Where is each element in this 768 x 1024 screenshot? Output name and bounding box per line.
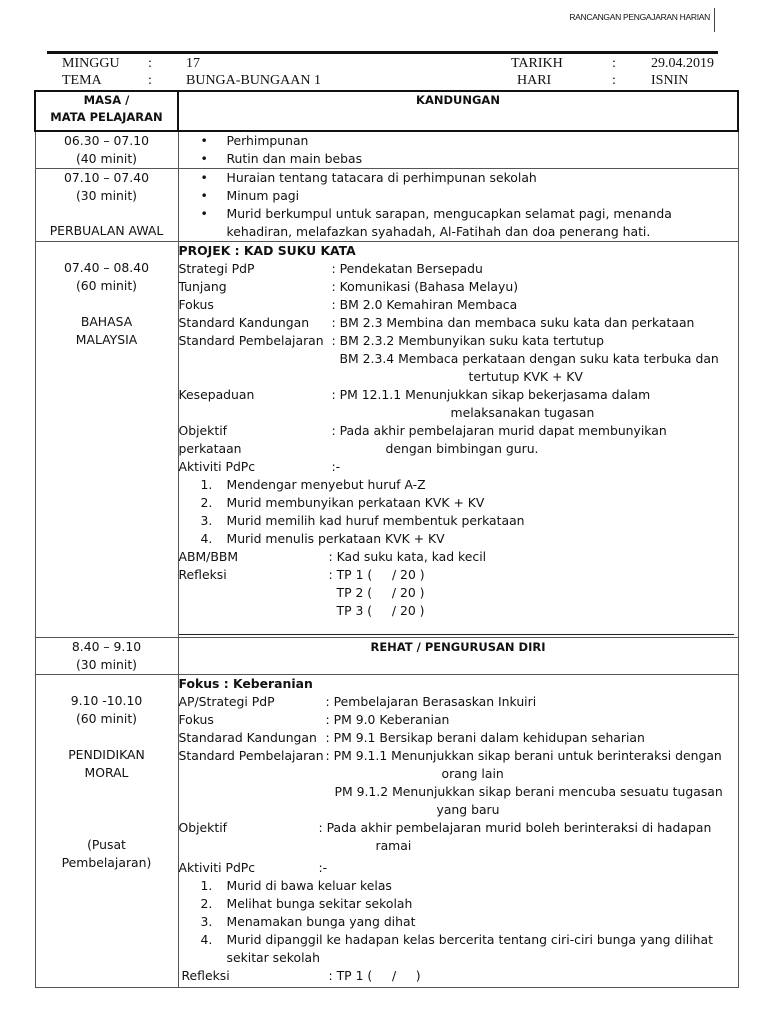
- list-text: Melihat bunga sekitar sekolah: [226, 896, 413, 911]
- row5-subject-line1: PENDIDIKAN: [68, 747, 145, 762]
- abm-label: ABM/BBM: [178, 549, 239, 564]
- table-header-row: [35, 91, 738, 131]
- lesson-plan-table: [34, 90, 739, 988]
- moral-sp-value2: orang lain: [441, 766, 504, 781]
- tema-label: TEMA: [62, 73, 102, 88]
- refleksi-label: Refleksi: [178, 567, 227, 582]
- row5-duration: (60 minit): [75, 711, 138, 726]
- header-divider: [714, 8, 715, 32]
- moral-objektif-label: Objektif: [178, 820, 228, 835]
- list-text: Murid dipanggil ke hadapan kelas bercerita tentang ciri-ciri bunga yang dilihat sekitar sekolah: [226, 932, 713, 965]
- hari-label: HARI: [517, 73, 552, 88]
- moral-fokus-value: : PM 9.0 Keberanian: [325, 712, 450, 727]
- moral-sp-value4: yang baru: [436, 802, 500, 817]
- masa-header-line1: MASA /: [83, 93, 130, 107]
- ap-strategi-value: : Pembelajaran Berasaskan Inkuiri: [325, 694, 537, 709]
- list-item: [200, 530, 738, 548]
- kesepaduan-value2: melaksanakan tugasan: [450, 405, 595, 420]
- row5-content-cell: [178, 675, 738, 988]
- strategi-label: Strategi PdP: [178, 261, 255, 276]
- refleksi-tp1: : TP 1 ( / 20 ): [328, 567, 425, 582]
- list-item: • Murid berkumpul untuk sarapan, mengucapkan selamat pagi, menanda kehadiran, melafazkan syahadah, Al-Fatihah dan doa penerang hati.: [227, 205, 738, 241]
- list-text: Menamakan bunga yang dihat: [226, 914, 416, 929]
- row3-duration: (60 minit): [75, 278, 138, 293]
- refleksi-tp2: TP 2 ( / 20 ): [336, 585, 425, 600]
- standard-pembelajaran-label: Standard Pembelajaran: [178, 333, 324, 348]
- objektif-label2: perkataan: [178, 441, 242, 456]
- row3-time: 07.40 – 08.40: [63, 260, 150, 275]
- underline-rule: [179, 634, 734, 635]
- kesepaduan-label: Kesepaduan: [178, 387, 255, 402]
- moral-objektif-value2: ramai: [375, 838, 412, 853]
- tema-value: BUNGA-BUNGAAN 1: [186, 73, 321, 88]
- row4-duration: (30 minit): [75, 657, 138, 672]
- moral-aktiviti-value: :-: [318, 860, 328, 875]
- list-text: Murid membunyikan perkataan KVK + KV: [226, 495, 485, 510]
- row4-time: 8.40 – 9.10: [71, 639, 142, 654]
- row1-time-cell: [35, 131, 178, 169]
- row2-content-cell: [178, 169, 738, 242]
- list-item: • Huraian tentang tatacara di perhimpunan sekolah: [227, 169, 738, 187]
- kesepaduan-value: : PM 12.1.1 Menunjukkan sikap bekerjasama dalam: [331, 387, 651, 402]
- row3-content-cell: [178, 242, 738, 638]
- standard-kandungan-label: Standard Kandungan: [178, 315, 310, 330]
- row1-duration: (40 minit): [75, 151, 138, 166]
- tunjang-label: Tunjang: [178, 279, 227, 294]
- table-row: [35, 638, 738, 675]
- list-number: 2.: [200, 896, 213, 911]
- moral-sk-label: Standarad Kandungan: [178, 730, 317, 745]
- fokus-value: : BM 2.0 Kemahiran Membaca: [331, 297, 518, 312]
- list-number: 1.: [200, 477, 213, 492]
- row2-subject: PERBUALAN AWAL: [49, 223, 164, 238]
- ap-strategi-label: AP/Strategi PdP: [178, 694, 275, 709]
- list-item: • Perhimpunan: [227, 132, 738, 150]
- row5-subject-line3: (Pusat: [87, 837, 126, 852]
- table-row: [35, 169, 738, 242]
- hari-colon: :: [612, 73, 616, 88]
- strategi-value: : Pendekatan Bersepadu: [331, 261, 483, 276]
- table-row: [35, 131, 738, 169]
- row5-time: 9.10 -10.10: [70, 693, 143, 708]
- rehat-cell: REHAT / PENGURUSAN DIRI: [178, 638, 738, 675]
- aktiviti-value: :-: [331, 459, 341, 474]
- minggu-value: 17: [186, 56, 200, 71]
- row4-time-cell: [35, 638, 178, 675]
- list-item: [200, 476, 738, 494]
- row1-content-cell: [178, 131, 738, 169]
- tarikh-label: TARIKH: [511, 56, 563, 71]
- minggu-colon: :: [148, 56, 152, 71]
- row5-subject-line2: MORAL: [84, 765, 129, 780]
- moral-objektif-value: : Pada akhir pembelajaran murid boleh berinteraksi di hadapan: [318, 820, 712, 835]
- standard-pembelajaran-value3: tertutup KVK + KV: [468, 369, 583, 384]
- row3-time-cell: [35, 242, 178, 638]
- list-item: [200, 494, 738, 512]
- list-number: 3.: [200, 914, 213, 929]
- row3-subject-line2: MALAYSIA: [75, 332, 138, 347]
- row5-subject-line4: Pembelajaran): [61, 855, 152, 870]
- moral-refleksi-value: : TP 1 ( / ): [328, 968, 421, 983]
- moral-sp-value3: PM 9.1.2 Menunjukkan sikap berani mencuba sesuatu tugasan: [334, 784, 723, 799]
- objektif-value: : Pada akhir pembelajaran murid dapat membunyikan: [331, 423, 667, 438]
- masa-header-line2: MATA PELAJARAN: [50, 110, 163, 124]
- row5-time-cell: [35, 675, 178, 988]
- list-text: Murid di bawa keluar kelas: [226, 878, 392, 893]
- tarikh-colon: :: [612, 56, 616, 71]
- row2-duration: (30 minit): [75, 188, 138, 203]
- moral-fokus-title: Fokus : Keberanian: [178, 676, 313, 691]
- row1-time: 06.30 – 07.10: [63, 133, 150, 148]
- table-row: [35, 242, 738, 638]
- kandungan-header: KANDUNGAN: [178, 91, 738, 131]
- list-item: [200, 877, 738, 895]
- projek-title: PROJEK : KAD SUKU KATA: [178, 243, 356, 258]
- list-item: • Minum pagi: [227, 187, 738, 205]
- standard-pembelajaran-value: : BM 2.3.2 Membunyikan suku kata tertutup: [331, 333, 604, 348]
- minggu-label: MINGGU: [62, 56, 120, 71]
- row2-time: 07.10 – 07.40: [63, 170, 150, 185]
- list-text: Murid menulis perkataan KVK + KV: [226, 531, 445, 546]
- list-text: Mendengar menyebut huruf A-Z: [226, 477, 426, 492]
- tarikh-value: 29.04.2019: [651, 56, 714, 71]
- row3-subject-line1: BAHASA: [80, 314, 133, 329]
- abm-value: : Kad suku kata, kad kecil: [328, 549, 487, 564]
- list-number: 1.: [200, 878, 213, 893]
- document-header-title: RANCANGAN PENGAJARAN HARIAN: [569, 12, 710, 22]
- list-item: [200, 931, 738, 967]
- list-item: [200, 895, 738, 913]
- list-number: 3.: [200, 513, 213, 528]
- aktiviti-label: Aktiviti PdPc: [178, 459, 256, 474]
- moral-sk-value: : PM 9.1 Bersikap berani dalam kehidupan seharian: [325, 730, 645, 745]
- objektif-label: Objektif: [178, 423, 228, 438]
- top-rule: [47, 51, 718, 54]
- fokus-label: Fokus: [178, 297, 214, 312]
- list-text: Murid memilih kad huruf membentuk perkataan: [226, 513, 525, 528]
- table-row: [35, 675, 738, 988]
- list-item: [200, 512, 738, 530]
- list-item: • Rutin dan main bebas: [227, 150, 738, 168]
- moral-sp-label: Standard Pembelajaran: [178, 748, 324, 763]
- row2-time-cell: [35, 169, 178, 242]
- moral-fokus-label: Fokus: [178, 712, 214, 727]
- moral-aktiviti-label: Aktiviti PdPc: [178, 860, 256, 875]
- moral-refleksi-label: Refleksi: [181, 968, 230, 983]
- hari-value: ISNIN: [651, 73, 689, 88]
- tunjang-value: : Komunikasi (Bahasa Melayu): [331, 279, 519, 294]
- list-item: [200, 913, 738, 931]
- masa-header: [35, 91, 178, 131]
- list-number: 4.: [200, 531, 213, 546]
- objektif-value2: dengan bimbingan guru.: [385, 441, 539, 456]
- moral-sp-value: : PM 9.1.1 Menunjukkan sikap berani untuk berinteraksi dengan: [325, 748, 722, 763]
- standard-pembelajaran-value2: BM 2.3.4 Membaca perkataan dengan suku kata terbuka dan: [339, 351, 719, 366]
- list-number: 4.: [200, 932, 213, 947]
- tema-colon: :: [148, 73, 152, 88]
- refleksi-tp3: TP 3 ( / 20 ): [336, 603, 425, 618]
- standard-kandungan-value: : BM 2.3 Membina dan membaca suku kata dan perkataan: [331, 315, 695, 330]
- list-number: 2.: [200, 495, 213, 510]
